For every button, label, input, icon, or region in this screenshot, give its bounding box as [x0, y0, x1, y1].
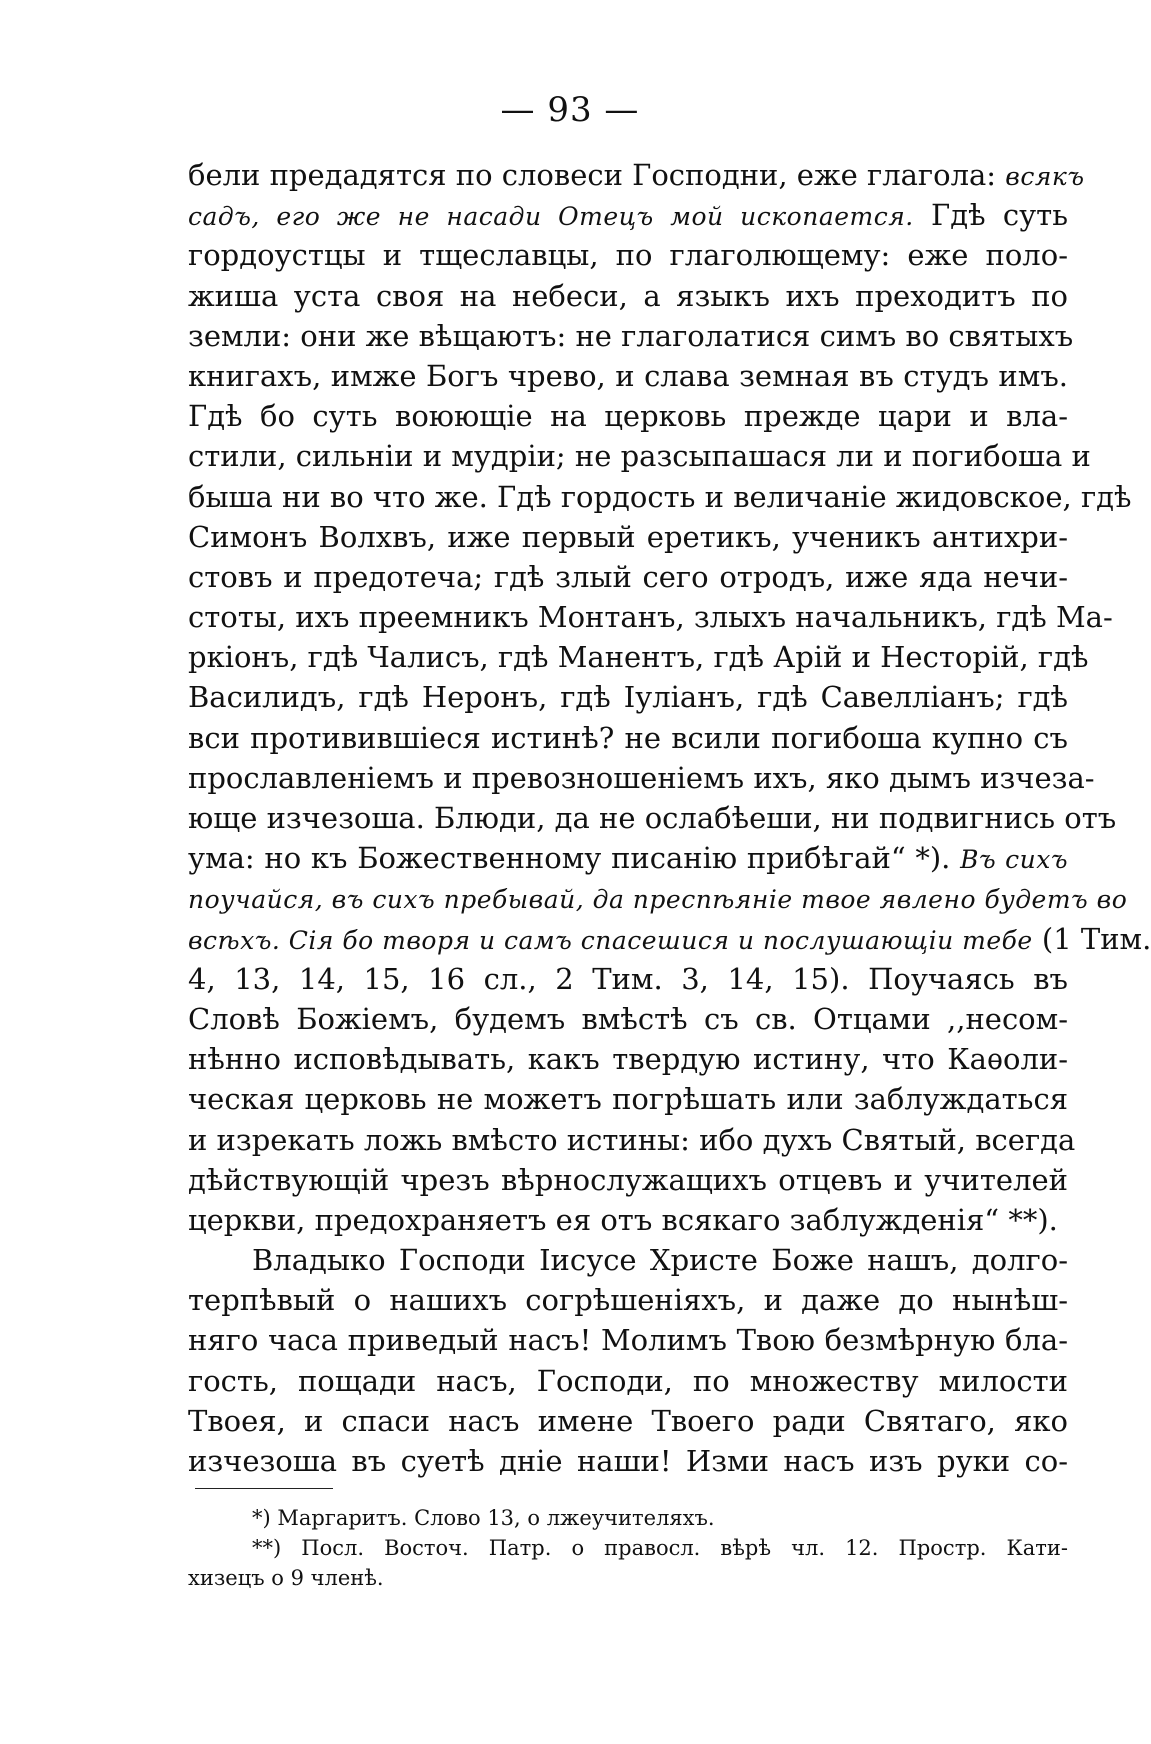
footnote-2: **) Посл. Восточ. Патр. о правосл. вѣрѣ чл. 12. Простр. Кати-	[252, 1536, 1068, 1560]
text-segment: бели предадятся по словеси Господни, еже глагола:	[188, 158, 997, 192]
footnote-1: *) Маргаритъ. Слово 13, о лжеучителяхъ.	[252, 1506, 715, 1530]
text-line: книгахъ, имже Богъ чрево, и слава земная въ студъ имъ.	[188, 358, 1068, 393]
text-line	[188, 838, 1068, 878]
text-line: няго часа приведый насъ! Молимъ Твою безмѣрную бла-	[188, 1323, 1068, 1358]
main-text	[188, 155, 1151, 1481]
text-line: гость, пощади насъ, Господи, по множеству милости	[188, 1363, 1068, 1398]
text-line: юще изчезоша. Блюди, да не ослабѣеши, ни подвигнись отъ	[188, 801, 1117, 835]
text-line: земли: они же вѣщаютъ: не глаголатися симъ во святыхъ	[188, 318, 1074, 353]
text-line: гордоустцы и тщеславцы, по глаголющему: еже поло-	[188, 238, 1068, 273]
text-line: дѣйствующій чрезъ вѣрнослужащихъ отцевъ и учителей	[188, 1162, 1068, 1197]
text-line: вси противившіеся истинѣ? не всили погибоша купно съ	[188, 720, 1068, 755]
text-line: терпѣвый о нашихъ согрѣшеніяхъ, и даже до нынѣш-	[188, 1283, 1068, 1318]
text-line: церкви, предохраняетъ ея отъ всякаго заблужденія“ **).	[188, 1202, 1058, 1237]
text-line: ческая церковь не можетъ погрѣшать или заблуждаться	[188, 1082, 1068, 1117]
text-line	[188, 878, 1128, 918]
italic-quote: поучайся, въ сихъ пребывай, да преспѣяніе твое явлено будетъ во	[188, 885, 1128, 915]
footnotes	[188, 1503, 1068, 1593]
text-line: 4, 13, 14, 15, 16 сл., 2 Тим. 3, 14, 15). Поучаясь въ	[188, 961, 1068, 996]
italic-quote: всякъ	[1005, 162, 1085, 191]
text-line: и изрекать ложь вмѣсто истины: ибо духъ Святый, всегда	[188, 1122, 1076, 1157]
text-line: Симонъ Волхвъ, иже первый еретикъ, ученикъ антихри-	[188, 519, 1068, 554]
footnote-2-continuation: хизецъ о 9 членѣ.	[188, 1566, 384, 1590]
text-segment: (1 Тим.	[1041, 921, 1151, 956]
text-line: ркіонъ, гдѣ Чалисъ, гдѣ Манентъ, гдѣ Арій и Несторій, гдѣ	[188, 640, 1089, 675]
italic-quote: садъ, его же не насади Отецъ мой ископается.	[188, 202, 914, 232]
text-line: изчезоша въ суетѣ дніе наши! Изми насъ изъ руки со-	[188, 1444, 1068, 1478]
text-line: прославленіемъ и превозношеніемъ ихъ, яко дымъ изчеза-	[188, 760, 1095, 795]
text-line: быша ни во что же. Гдѣ гордость и величаніе жидовское, гдѣ	[188, 479, 1132, 514]
paragraph-first-line: Владыко Господи Іисусе Христе Боже нашъ, долго-	[252, 1243, 1068, 1278]
text-line: Василидъ, гдѣ Неронъ, гдѣ Іуліанъ, гдѣ Савелліанъ; гдѣ	[188, 680, 1068, 715]
text-line	[188, 919, 1151, 959]
text-line	[188, 155, 1085, 195]
text-line: стоты, ихъ преемникъ Монтанъ, злыхъ начальникъ, гдѣ Ма-	[188, 600, 1113, 635]
text-line: стовъ и предотеча; гдѣ злый сего отродъ, иже яда нечи-	[188, 559, 1068, 594]
text-segment: Гдѣ суть	[931, 198, 1069, 233]
page-number: — 93 —	[500, 90, 640, 130]
text-line: нѣнно исповѣдывать, какъ твердую истину, что Каѳоли-	[188, 1042, 1068, 1077]
text-line: жиша уста своя на небеси, а языкъ ихъ преходитъ по	[188, 278, 1068, 313]
italic-quote: всѣхъ. Сія бо творя и самъ спасешися и послушающіи тебе	[188, 925, 1033, 955]
text-segment: ума: но къ Божественному писанію прибѣгай“ *).	[188, 841, 951, 876]
text-line: Гдѣ бо суть воюющіе на церковь прежде цари и вла-	[188, 399, 1068, 434]
text-line: стили, сильніи и мудріи; не разсыпашася ли и погибоша и	[188, 439, 1091, 474]
text-line	[188, 195, 1068, 235]
italic-quote: Въ сихъ	[960, 845, 1068, 875]
text-line: Твоея, и спаси насъ имене Твоего ради Святаго, яко	[188, 1403, 1068, 1438]
text-line: Словѣ Божіемъ, будемъ вмѣстѣ съ св. Отцами ,,несом-	[188, 1001, 1068, 1036]
footnote-divider	[195, 1488, 333, 1489]
